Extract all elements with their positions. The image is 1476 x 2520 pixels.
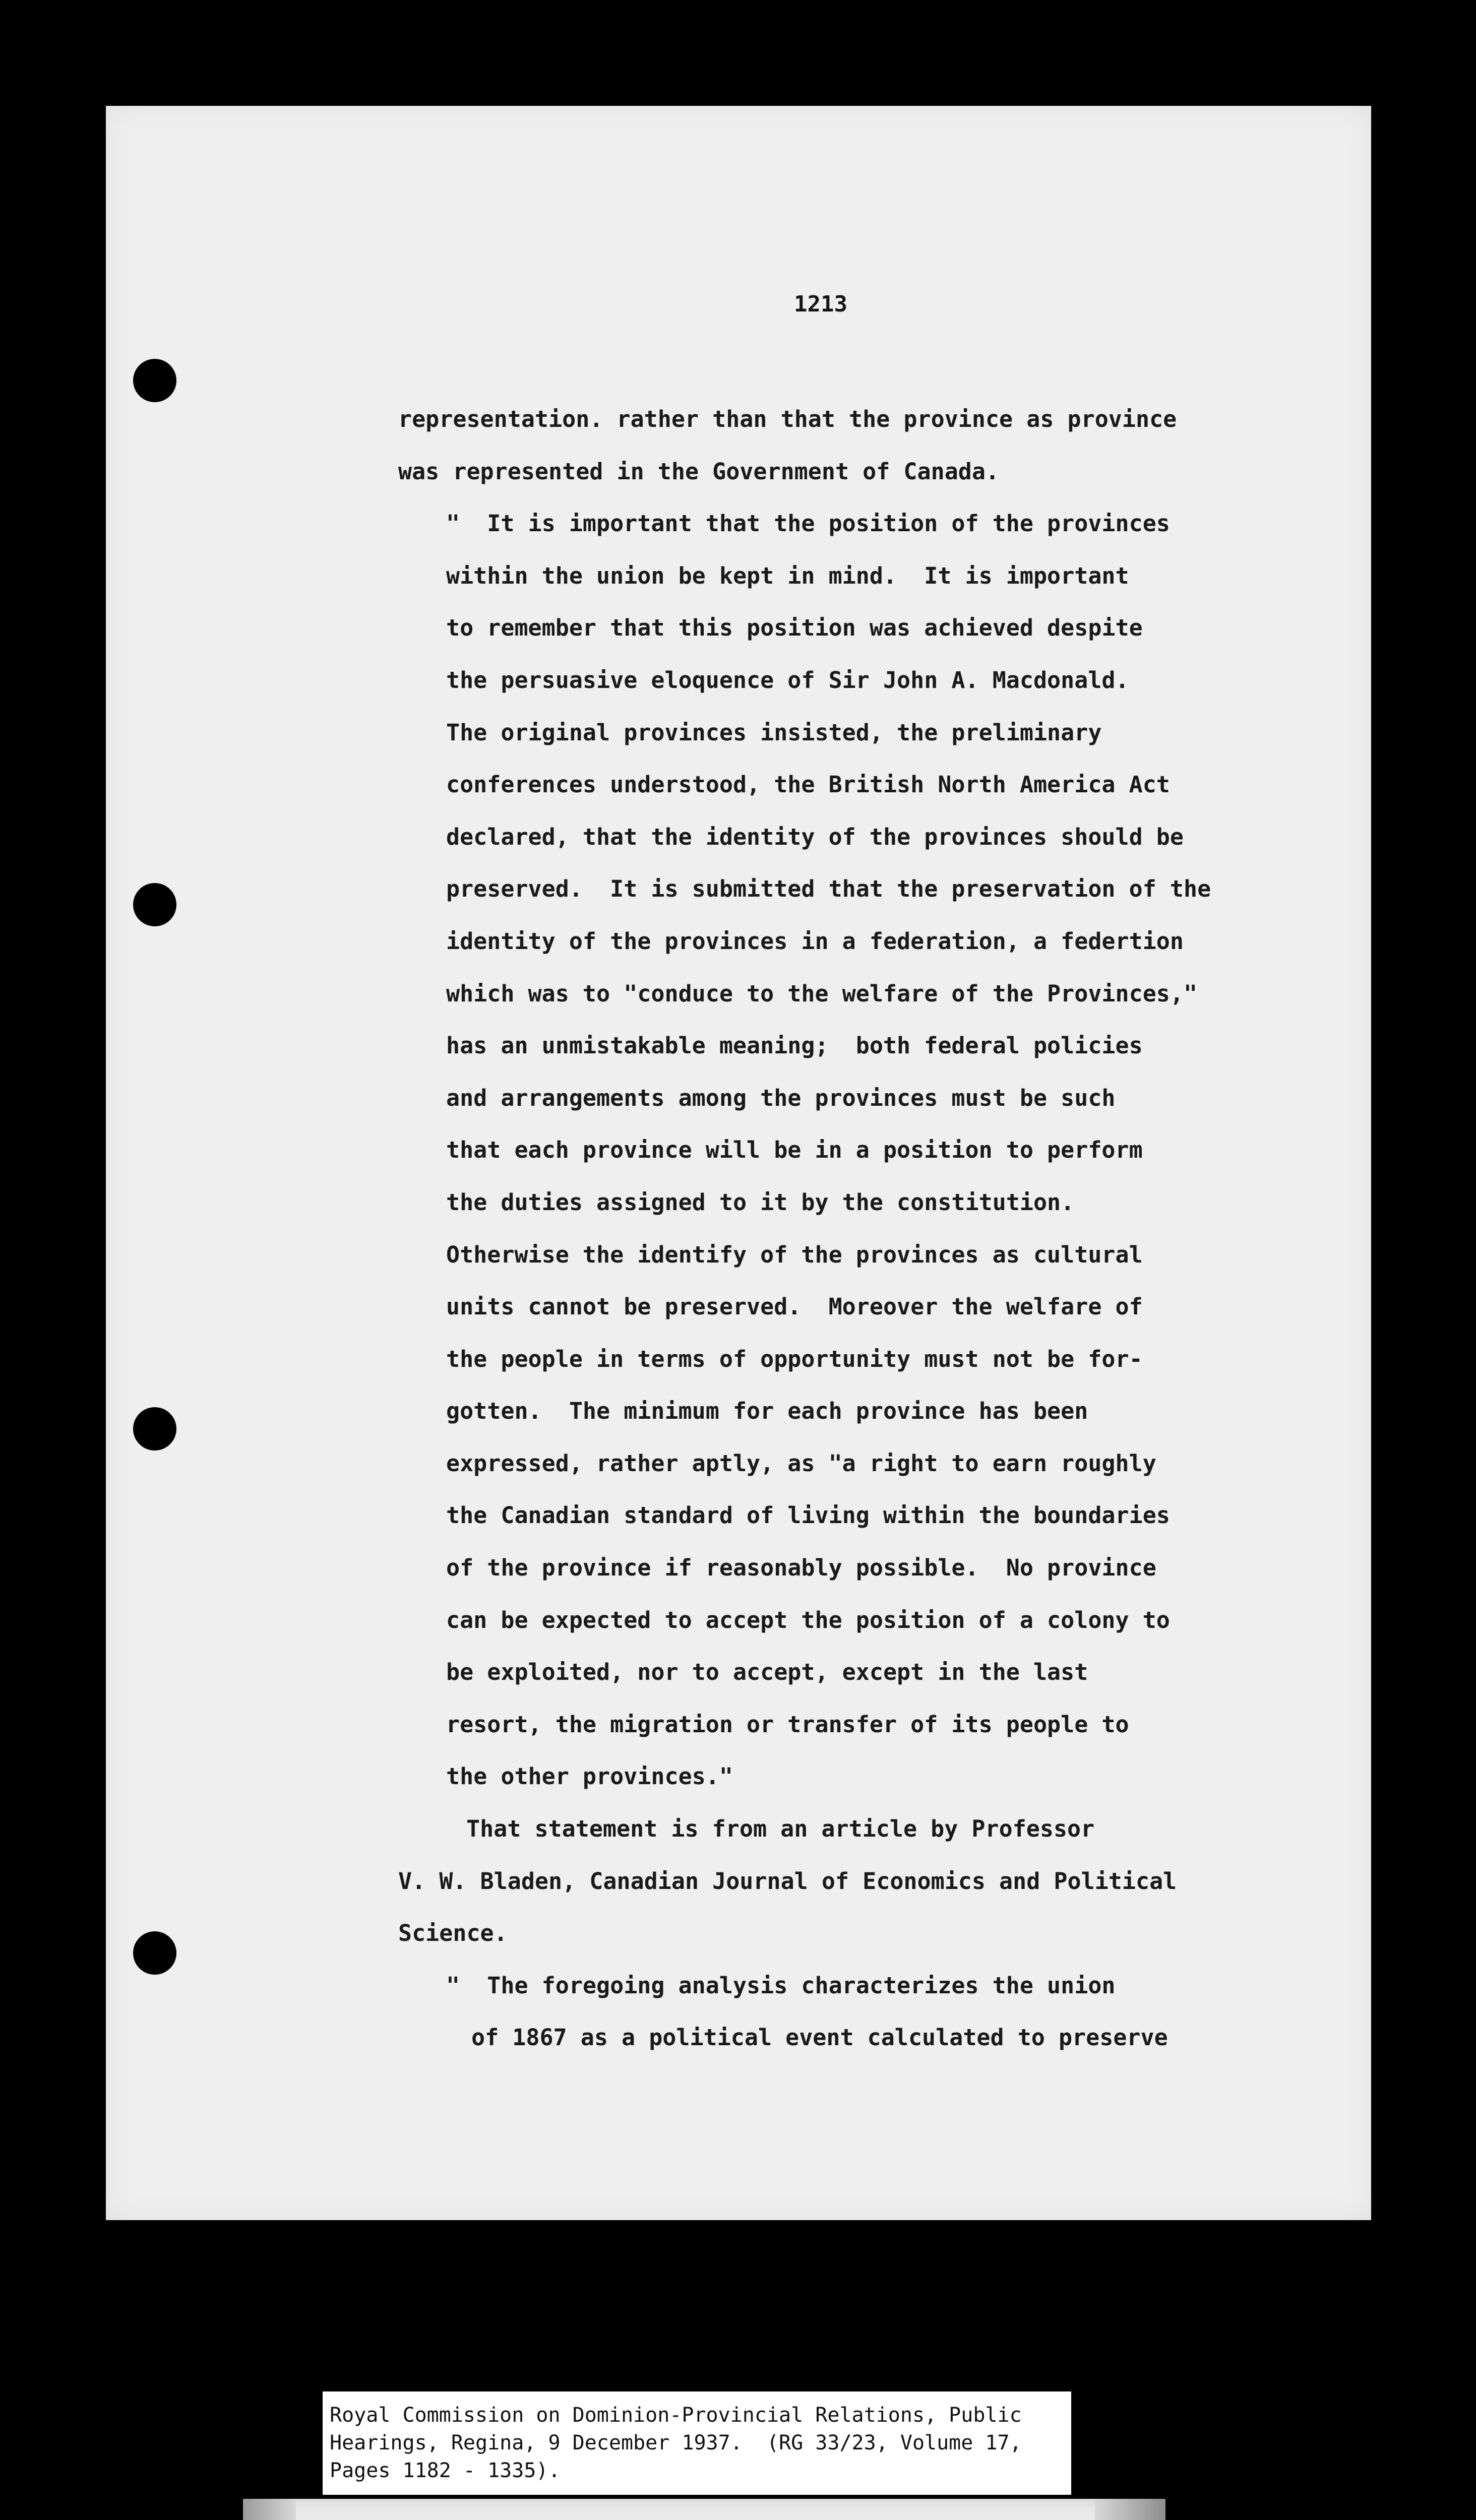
punch-hole	[133, 883, 176, 926]
text-line: has an unmistakable meaning; both federal policies	[446, 1032, 1143, 1059]
text-line: the persuasive eloquence of Sir John A. Macdonald.	[446, 666, 1129, 694]
text-line: expressed, rather aptly, as "a right to earn roughly	[446, 1450, 1156, 1477]
text-line: units cannot be preserved. Moreover the welfare of	[446, 1293, 1143, 1320]
citation-line: Hearings, Regina, 9 December 1937. (RG 33/23, Volume 17,	[330, 2431, 1022, 2454]
text-line: can be expected to accept the position of a colony to	[446, 1606, 1170, 1633]
text-line: preserved. It is submitted that the preservation of the	[446, 875, 1211, 903]
text-line: V. W. Bladen, Canadian Journal of Economics and Political	[398, 1867, 1177, 1895]
text-line: within the union be kept in mind. It is important	[446, 562, 1129, 589]
text-line: to remember that this position was achieved despite	[446, 614, 1143, 642]
text-line: " It is important that the position of the provinces	[446, 510, 1170, 537]
text-line: resort, the migration or transfer of its people to	[446, 1711, 1129, 1738]
text-line: " The foregoing analysis characterizes the union	[446, 1972, 1116, 1999]
text-line: was represented in the Government of Canada.	[398, 458, 1000, 485]
text-line: of the province if reasonably possible. No province	[446, 1554, 1156, 1582]
text-line: declared, that the identity of the provinces should be	[446, 823, 1184, 850]
stamp-edge	[243, 2499, 296, 2520]
stamp-edge	[1095, 2499, 1165, 2520]
citation-line: Royal Commission on Dominion-Provincial Relations, Public	[330, 2404, 1022, 2427]
typed-body-text	[398, 393, 1306, 2064]
punch-hole	[133, 359, 176, 402]
citation-line: Pages 1182 - 1335).	[330, 2459, 561, 2482]
punch-hole	[133, 1931, 176, 1975]
text-line: representation. rather than that the province as province	[398, 406, 1177, 432]
text-line: that each province will be in a position to perform	[446, 1137, 1143, 1164]
text-line: be exploited, nor to accept, except in the last	[446, 1659, 1088, 1686]
archives-stamp	[243, 2499, 1165, 2520]
text-line: the other provinces."	[446, 1763, 733, 1790]
text-line: Otherwise the identify of the provinces as cultural	[446, 1241, 1143, 1268]
punch-hole	[133, 1407, 176, 1451]
text-line: and arrangements among the provinces must be such	[446, 1084, 1116, 1111]
text-line: which was to "conduce to the welfare of the Provinces,"	[446, 980, 1198, 1007]
text-line: of 1867 as a political event calculated to preserve	[471, 2024, 1168, 2051]
citation-label	[323, 2391, 1071, 2495]
text-line: the Canadian standard of living within the boundaries	[446, 1502, 1170, 1529]
text-line: conferences understood, the British North America Act	[446, 771, 1170, 798]
text-line: The original provinces insisted, the preliminary	[446, 719, 1102, 746]
text-line: Science.	[398, 1920, 508, 1947]
page-number: 1213	[794, 291, 847, 317]
text-line: the duties assigned to it by the constitution.	[446, 1188, 1075, 1216]
text-line: gotten. The minimum for each province has been	[446, 1398, 1088, 1425]
text-line: the people in terms of opportunity must not be for-	[446, 1345, 1143, 1372]
text-line: identity of the provinces in a federation, a federtion	[446, 927, 1184, 955]
text-line: That statement is from an article by Professor	[466, 1815, 1095, 1843]
